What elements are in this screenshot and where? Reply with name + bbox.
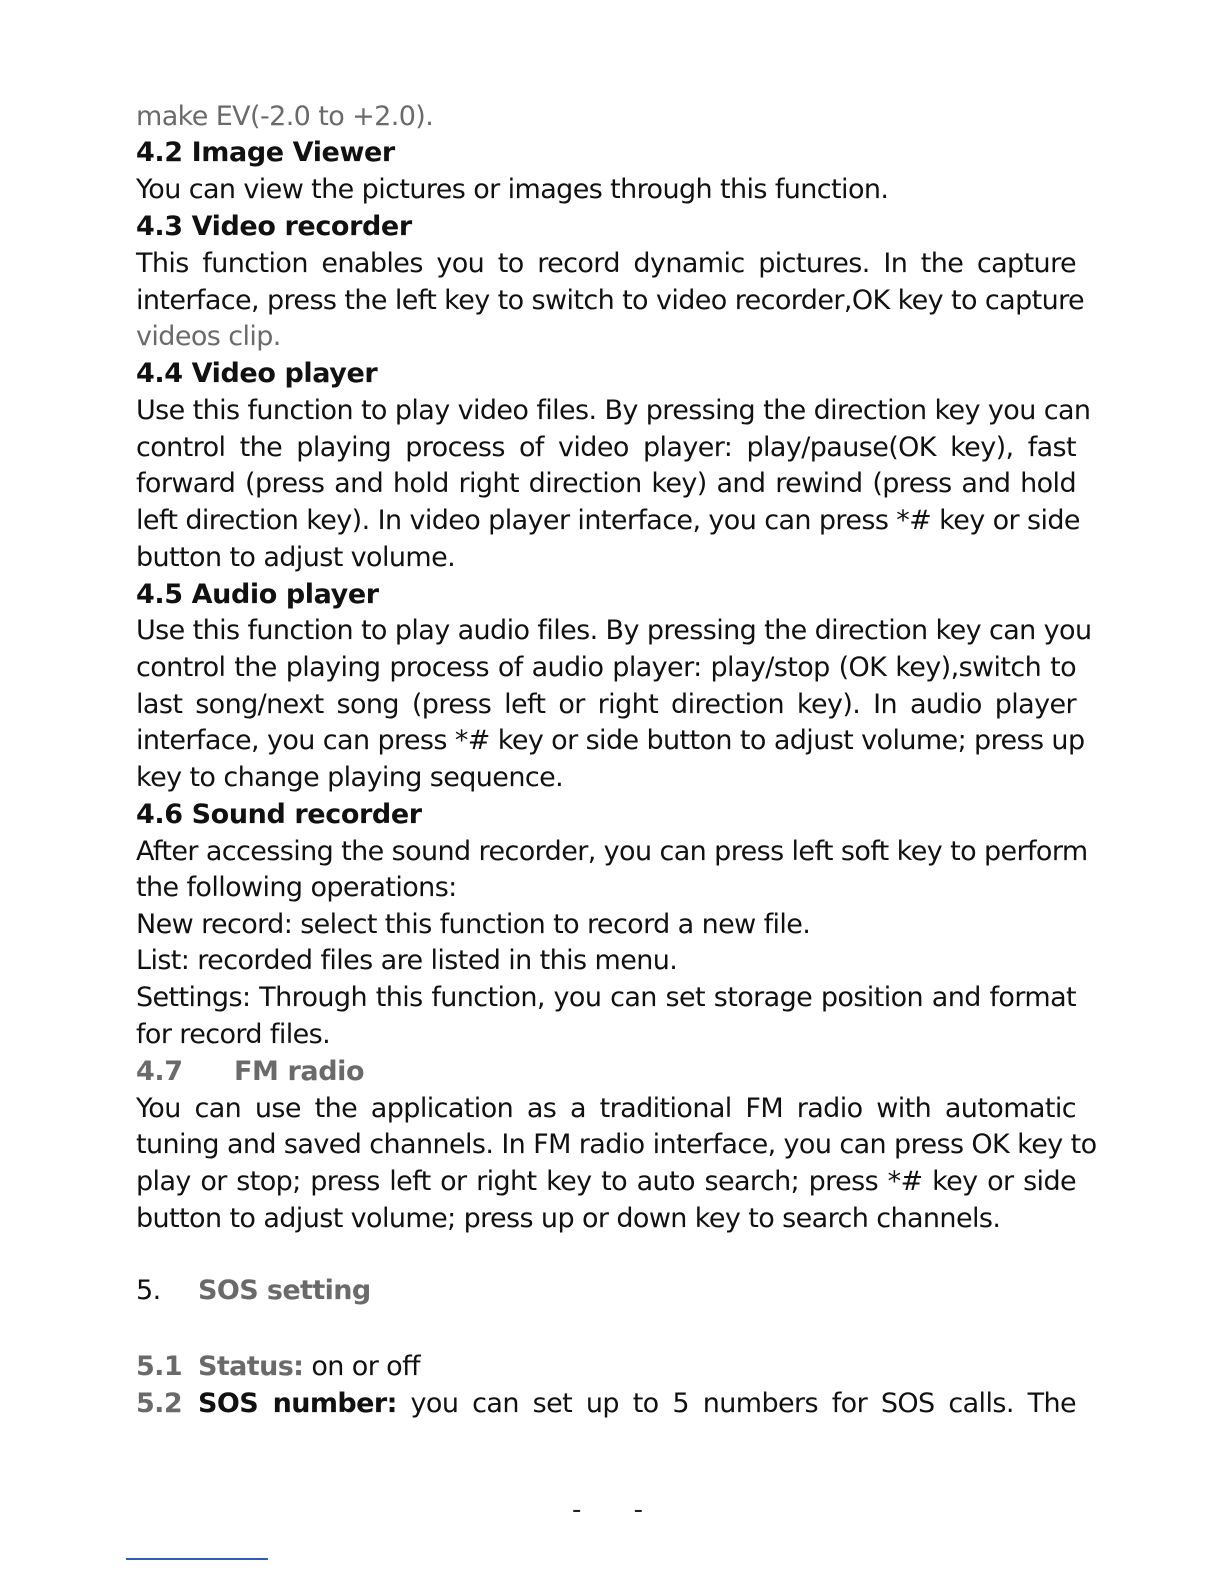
text-line: Settings: Through this function, you can set storage position and format <box>136 982 1076 1013</box>
text-line: After accessing the sound recorder, you can press left soft key to perform <box>136 836 1088 867</box>
section-number: 5. <box>136 1275 161 1306</box>
text-line: tuning and saved channels. In FM radio interface, you can press OK key to <box>136 1129 1097 1160</box>
text-line: Use this function to play audio files. By pressing the direction key can you <box>136 615 1092 646</box>
text-line: for record files. <box>136 1019 331 1050</box>
section-number: 5.1 <box>136 1351 183 1382</box>
heading-video-player: 4.4 Video player <box>136 358 378 389</box>
text-line: make EV(-2.0 to +2.0). <box>136 101 434 132</box>
heading-audio-player: 4.5 Audio player <box>136 579 379 610</box>
text-line: forward (press and hold right direction key) and rewind (press and hold <box>136 468 1076 499</box>
text-line: left direction key). In video player interface, you can press *# key or side <box>136 505 1080 536</box>
heading-sound-recorder: 4.6 Sound recorder <box>136 799 422 830</box>
text-line: videos clip. <box>136 321 281 352</box>
section-number: 4.7 <box>136 1056 183 1087</box>
text-line: This function enables you to record dynamic pictures. In the capture <box>136 248 1076 279</box>
text-line: Use this function to play video files. By pressing the direction key you can <box>136 395 1091 426</box>
text-line: button to adjust volume. <box>136 542 456 573</box>
section-title: SOS setting <box>198 1275 371 1306</box>
text-line: control the playing process of audio player: play/stop (OK key),switch to <box>136 652 1076 683</box>
term-label: Status: <box>198 1351 304 1382</box>
text-line: button to adjust volume; press up or down key to search channels. <box>136 1203 1001 1234</box>
heading-sos-setting <box>136 1272 1076 1309</box>
page-number-marker: - - <box>572 1495 666 1525</box>
text-line: last song/next song (press left or right direction key). In audio player <box>136 689 1076 720</box>
footnote-rule <box>126 1558 268 1560</box>
sos-number-line <box>136 1385 1076 1422</box>
heading-image-viewer: 4.2 Image Viewer <box>136 137 395 168</box>
text-line: interface, press the left key to switch to video recorder,OK key to capture <box>136 285 1085 316</box>
text-line: You can use the application as a traditional FM radio with automatic <box>136 1093 1076 1124</box>
text-line: You can view the pictures or images through this function. <box>136 174 889 205</box>
text-line: List: recorded files are listed in this menu. <box>136 945 678 976</box>
text-line: play or stop; press left or right key to auto search; press *# key or side <box>136 1166 1076 1197</box>
term-label: SOS number: <box>198 1388 397 1419</box>
text-line: key to change playing sequence. <box>136 762 564 793</box>
section-title: FM radio <box>234 1056 365 1087</box>
text-line: New record: select this function to record a new file. <box>136 909 811 940</box>
heading-video-recorder: 4.3 Video recorder <box>136 211 412 242</box>
term-text: you can set up to 5 numbers for SOS calls. The <box>396 1388 1076 1419</box>
text-line: the following operations: <box>136 872 457 903</box>
sos-status-line <box>136 1348 1076 1385</box>
text-line: interface, you can press *# key or side button to adjust volume; press up <box>136 725 1085 756</box>
section-number: 5.2 <box>136 1388 183 1419</box>
text-line: control the playing process of video player: play/pause(OK key), fast <box>136 432 1076 463</box>
heading-fm-radio <box>136 1053 1076 1090</box>
term-text: on or off <box>303 1351 420 1382</box>
